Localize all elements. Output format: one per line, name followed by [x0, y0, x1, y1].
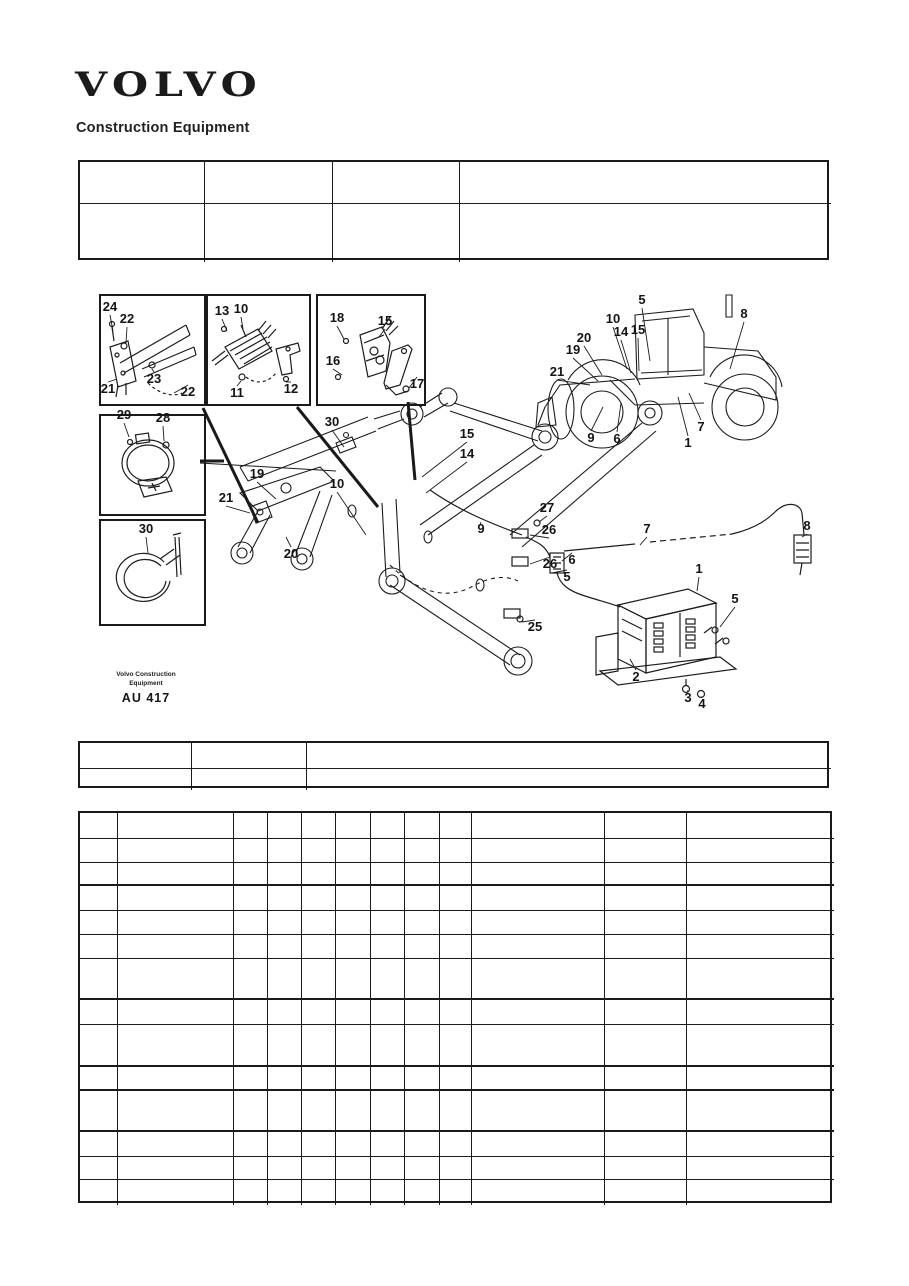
callout-assembly-15: 15: [459, 426, 475, 441]
table-cell: [440, 1132, 472, 1157]
callout-inset-b-13: 13: [214, 303, 230, 318]
table-cell: [268, 813, 302, 839]
callout-assembly-26: 26: [541, 522, 557, 537]
callout-leader-assembly-21: [226, 506, 250, 513]
table-cell: [687, 1000, 834, 1025]
inset-boxes: [100, 295, 425, 625]
callout-leader-machine-1: [678, 397, 688, 436]
table-cell: [234, 1132, 268, 1157]
table-cell: [268, 1091, 302, 1132]
callout-inset-a-21: 21: [100, 381, 116, 396]
table-cell: [268, 839, 302, 863]
table-cell: [118, 1091, 234, 1132]
table-cell: [336, 1157, 371, 1180]
table-cell: [302, 813, 336, 839]
table-cell: [234, 1091, 268, 1132]
table-cell: [302, 935, 336, 959]
callout-leader-inset-d-29: [124, 423, 129, 437]
table-cell: [234, 959, 268, 1000]
callout-leader-machine-8: [730, 322, 744, 369]
table-cell: [605, 1132, 687, 1157]
table-cell: [80, 1025, 118, 1067]
table-cell: [405, 1025, 440, 1067]
table-cell: [268, 1067, 302, 1091]
table-cell: [687, 911, 834, 935]
table-cell: [234, 911, 268, 935]
table-cell: [472, 839, 605, 863]
table-cell: [80, 813, 118, 839]
table-cell: [371, 1000, 405, 1025]
table-cell: [472, 935, 605, 959]
table-cell: [460, 162, 831, 204]
table-cell: [234, 1025, 268, 1067]
table-cell: [440, 886, 472, 911]
table-cell: [440, 1091, 472, 1132]
callout-machine-21: 21: [549, 364, 565, 379]
callout-inset-d-29: 29: [116, 407, 132, 422]
figure-code: AU 417: [121, 691, 171, 705]
table-cell: [472, 1025, 605, 1067]
parts-diagram: [90, 285, 830, 735]
table-cell: [302, 1180, 336, 1205]
callout-machine-19: 19: [565, 342, 581, 357]
table-cell: [118, 1000, 234, 1025]
table-cell: [371, 911, 405, 935]
table-cell: [687, 886, 834, 911]
figure-credit: [98, 670, 194, 688]
table-cell: [234, 1157, 268, 1180]
table-cell: [80, 959, 118, 1000]
table-cell: [268, 911, 302, 935]
table-cell: [405, 1067, 440, 1091]
table-cell: [405, 886, 440, 911]
table-cell: [472, 911, 605, 935]
table-cell: [460, 204, 831, 262]
callout-assembly-26: 26: [542, 556, 558, 571]
table-cell: [605, 1000, 687, 1025]
table-cell: [440, 1025, 472, 1067]
table-cell: [302, 839, 336, 863]
inset-d-illustration: [122, 433, 174, 497]
table-cell: [605, 1067, 687, 1091]
table-cell: [336, 935, 371, 959]
table-cell: [405, 813, 440, 839]
callout-assembly-21: 21: [218, 490, 234, 505]
table-cell: [687, 1157, 834, 1180]
header-table: [78, 160, 829, 260]
table-cell: [336, 863, 371, 886]
table-cell: [405, 839, 440, 863]
table-cell: [336, 1067, 371, 1091]
table-cell: [205, 204, 333, 262]
table-cell: [307, 769, 831, 790]
brand-subtitle: Construction Equipment: [76, 120, 250, 136]
callout-assembly-20: 20: [283, 546, 299, 561]
table-cell: [472, 959, 605, 1000]
table-cell: [118, 959, 234, 1000]
info-table: [78, 741, 829, 788]
callout-assembly-30: 30: [324, 414, 340, 429]
callout-assembly-9: 9: [477, 521, 485, 536]
callout-machine-6: 6: [613, 431, 621, 446]
table-cell: [80, 839, 118, 863]
table-cell: [336, 886, 371, 911]
table-cell: [605, 959, 687, 1000]
table-cell: [302, 911, 336, 935]
callout-machine-14: 14: [613, 324, 629, 339]
callout-inset-b-10: 10: [233, 301, 249, 316]
table-cell: [234, 1180, 268, 1205]
inset-e-illustration: [116, 533, 181, 601]
table-cell: [605, 1091, 687, 1132]
figure-credit-line2: Equipment: [129, 680, 163, 687]
callout-leader-assembly-10: [337, 492, 366, 535]
table-cell: [336, 1132, 371, 1157]
table-cell: [234, 1000, 268, 1025]
table-cell: [336, 959, 371, 1000]
callout-assembly-3: 3: [684, 690, 692, 705]
table-cell: [687, 935, 834, 959]
callout-assembly-10: 10: [329, 476, 345, 491]
table-cell: [405, 959, 440, 1000]
parts-table: [78, 811, 832, 1203]
table-cell: [268, 1025, 302, 1067]
table-cell: [336, 1000, 371, 1025]
table-cell: [192, 769, 307, 790]
table-cell: [234, 863, 268, 886]
table-cell: [605, 1157, 687, 1180]
table-cell: [687, 1067, 834, 1091]
table-cell: [268, 935, 302, 959]
table-cell: [336, 1025, 371, 1067]
table-cell: [371, 839, 405, 863]
lift-arm-illustration: [231, 388, 662, 675]
table-cell: [405, 1157, 440, 1180]
table-cell: [118, 1180, 234, 1205]
table-cell: [687, 959, 834, 1000]
callout-machine-8: 8: [740, 306, 748, 321]
volvo-logo: VOLVO: [75, 64, 263, 105]
table-cell: [80, 935, 118, 959]
callout-machine-9: 9: [587, 430, 595, 445]
callout-inset-c-18: 18: [329, 310, 345, 325]
table-cell: [405, 1132, 440, 1157]
table-cell: [302, 1157, 336, 1180]
callout-assembly-27: 27: [539, 500, 555, 515]
callout-inset-a-22: 22: [119, 311, 135, 326]
table-cell: [405, 1180, 440, 1205]
table-cell: [234, 1067, 268, 1091]
table-cell: [80, 1000, 118, 1025]
callout-inset-a-24: 24: [102, 299, 118, 314]
callout-inset-c-16: 16: [325, 353, 341, 368]
callout-leader-assembly-14: [426, 462, 467, 493]
table-cell: [605, 911, 687, 935]
inset-c-illustration: [336, 317, 413, 395]
table-cell: [440, 1067, 472, 1091]
table-cell: [687, 863, 834, 886]
callout-leader-inset-a-22: [126, 327, 127, 343]
table-cell: [302, 863, 336, 886]
table-cell: [302, 1025, 336, 1067]
table-cell: [268, 1000, 302, 1025]
table-cell: [302, 1067, 336, 1091]
table-cell: [687, 813, 834, 839]
table-cell: [687, 1091, 834, 1132]
table-cell: [302, 1132, 336, 1157]
harness-illustration: [430, 490, 811, 698]
callout-assembly-19: 19: [249, 466, 265, 481]
table-cell: [440, 839, 472, 863]
table-cell: [234, 839, 268, 863]
callout-assembly-2: 2: [632, 669, 640, 684]
table-cell: [405, 1000, 440, 1025]
table-cell: [205, 162, 333, 204]
table-cell: [472, 1157, 605, 1180]
table-cell: [440, 959, 472, 1000]
callout-assembly-5: 5: [731, 591, 739, 606]
callout-assembly-14: 14: [459, 446, 475, 461]
callout-assembly-6: 6: [568, 552, 576, 567]
table-cell: [405, 935, 440, 959]
table-cell: [472, 1000, 605, 1025]
callout-assembly-4: 4: [698, 696, 706, 711]
table-cell: [371, 863, 405, 886]
callout-inset-b-12: 12: [283, 381, 299, 396]
callout-leader-machine-7: [689, 393, 701, 420]
table-cell: [118, 886, 234, 911]
table-cell: [371, 1091, 405, 1132]
table-cell: [687, 1025, 834, 1067]
table-cell: [605, 863, 687, 886]
table-cell: [687, 839, 834, 863]
table-cell: [80, 1132, 118, 1157]
table-cell: [336, 813, 371, 839]
table-cell: [118, 1025, 234, 1067]
table-cell: [336, 839, 371, 863]
table-cell: [371, 886, 405, 911]
table-cell: [80, 1091, 118, 1132]
callout-assembly-5: 5: [563, 569, 571, 584]
table-cell: [472, 1132, 605, 1157]
table-cell: [440, 911, 472, 935]
callout-assembly-25: 25: [527, 619, 543, 634]
table-cell: [80, 769, 192, 790]
table-cell: [80, 162, 205, 204]
callout-leader-assembly-1: [697, 577, 699, 591]
table-cell: [472, 886, 605, 911]
callout-leader-assembly-30: [332, 430, 344, 447]
table-cell: [605, 839, 687, 863]
table-cell: [268, 1180, 302, 1205]
table-cell: [118, 863, 234, 886]
callout-machine-20: 20: [576, 330, 592, 345]
table-cell: [440, 813, 472, 839]
table-cell: [605, 935, 687, 959]
table-cell: [472, 863, 605, 886]
table-cell: [371, 1157, 405, 1180]
table-cell: [440, 863, 472, 886]
inset-box-d: [100, 415, 205, 515]
callout-leader-inset-a-24: [110, 315, 113, 331]
callout-leader-machine-15: [638, 338, 639, 371]
callout-machine-5: 5: [638, 292, 646, 307]
table-cell: [405, 911, 440, 935]
callout-leader-inset-c-18: [337, 326, 344, 339]
table-cell: [234, 813, 268, 839]
table-cell: [302, 1000, 336, 1025]
table-cell: [687, 1132, 834, 1157]
callout-inset-c-17: 17: [409, 376, 425, 391]
callout-leader-assembly-7: [640, 537, 647, 545]
callout-inset-c-15: 15: [377, 313, 393, 328]
callout-inset-d-28: 28: [155, 410, 171, 425]
table-cell: [80, 863, 118, 886]
table-cell: [333, 162, 460, 204]
callout-leader-machine-6: [617, 403, 621, 432]
table-cell: [80, 1157, 118, 1180]
table-cell: [472, 1091, 605, 1132]
table-cell: [118, 813, 234, 839]
callout-inset-e-30: 30: [138, 521, 154, 536]
table-cell: [605, 813, 687, 839]
table-cell: [268, 1132, 302, 1157]
table-cell: [80, 743, 192, 769]
table-cell: [336, 1091, 371, 1132]
table-cell: [302, 886, 336, 911]
figure-credit-line1: Volvo Construction: [116, 671, 176, 678]
table-cell: [118, 1132, 234, 1157]
table-cell: [440, 1180, 472, 1205]
table-cell: [440, 1000, 472, 1025]
table-cell: [371, 1067, 405, 1091]
table-cell: [336, 911, 371, 935]
callout-assembly-8: 8: [803, 518, 811, 533]
callout-leader-inset-d-28: [163, 426, 164, 441]
table-cell: [687, 1180, 834, 1205]
table-cell: [405, 863, 440, 886]
table-cell: [118, 1157, 234, 1180]
table-cell: [605, 1025, 687, 1067]
table-cell: [371, 959, 405, 1000]
callout-machine-10: 10: [605, 311, 621, 326]
table-cell: [371, 1180, 405, 1205]
callout-machine-1: 1: [684, 435, 692, 450]
table-cell: [472, 1067, 605, 1091]
callout-inset-b-11: 11: [230, 385, 244, 400]
table-cell: [268, 1157, 302, 1180]
table-cell: [371, 813, 405, 839]
table-cell: [405, 1091, 440, 1132]
table-cell: [80, 1067, 118, 1091]
table-cell: [80, 911, 118, 935]
callout-machine-7: 7: [697, 419, 705, 434]
table-cell: [118, 911, 234, 935]
callout-leader-machine-9: [591, 407, 603, 431]
table-cell: [118, 935, 234, 959]
table-cell: [472, 813, 605, 839]
table-cell: [80, 204, 205, 262]
table-cell: [371, 1025, 405, 1067]
table-cell: [268, 959, 302, 1000]
table-cell: [336, 1180, 371, 1205]
table-cell: [268, 863, 302, 886]
table-cell: [440, 935, 472, 959]
callout-assembly-1: 1: [695, 561, 703, 576]
table-cell: [605, 886, 687, 911]
callout-machine-15: 15: [630, 322, 646, 337]
table-cell: [192, 743, 307, 769]
table-cell: [302, 959, 336, 1000]
callout-leader-assembly-5: [720, 607, 735, 627]
callout-leader-inset-b-13: [222, 319, 227, 331]
table-cell: [371, 1132, 405, 1157]
inset-b-illustration: [212, 321, 300, 382]
table-cell: [118, 839, 234, 863]
table-cell: [333, 204, 460, 262]
table-cell: [302, 1091, 336, 1132]
callout-inset-a-23: 23: [146, 371, 162, 386]
table-cell: [440, 1157, 472, 1180]
callout-leader-inset-e-30: [146, 537, 148, 553]
table-cell: [268, 886, 302, 911]
table-cell: [234, 935, 268, 959]
table-cell: [472, 1180, 605, 1205]
callout-assembly-7: 7: [643, 521, 651, 536]
table-cell: [80, 1180, 118, 1205]
callout-inset-a-22: 22: [180, 384, 196, 399]
table-cell: [307, 743, 831, 769]
table-cell: [371, 935, 405, 959]
table-cell: [605, 1180, 687, 1205]
table-cell: [118, 1067, 234, 1091]
table-cell: [234, 886, 268, 911]
table-cell: [80, 886, 118, 911]
